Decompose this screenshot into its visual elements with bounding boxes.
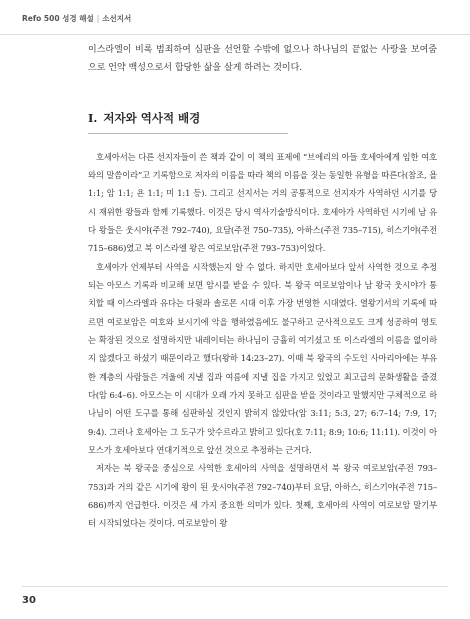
intro-paragraph: 이스라엘이 비록 범죄하여 심판을 선언할 수밖에 없으나 하나님의 끝없는 사랑을 보여줌으로 언약 백성으로서 합당한 삶을 살게 하려는 것이다. [88, 45, 437, 74]
footer-rule [22, 586, 448, 587]
running-header-text [22, 13, 131, 24]
page-content [88, 41, 437, 533]
section-title: 저자와 역사적 배경 [103, 110, 201, 125]
section-heading [88, 110, 437, 136]
body-paragraph: 호세아서는 다른 선지자들이 쓴 책과 같이 이 책의 표제에 “브에리의 아들 호세아에게 임한 여호와의 말씀이라”고 기록함으로 저자의 이름을 따라 책의 이름을 짓는 동일한 유형을 따른다(참조, 욜 1:1; 암 1:1; 욘 1:1; 미 1:1 등). 그리고 선지서는 거의 공통적으로 선지자가 사역하던 시기를 당시 재위한 왕들과 함께 기록했다. 이것은 당시 역사기술방식이다. 호세아가 사역하던 시기에 남 유다 왕들은 웃시야(주전 792–740), 요담(주전 750–735), 아하스(주전 735–715), 히스기야(주전 715–686)였고 북 이스라엘 왕은 여로보암(주전 793–753)이었다. [88, 151, 437, 254]
body-paragraph: 호세아가 언제부터 사역을 시작했는지 알 수 없다. 하지만 호세아보다 앞서 사역한 것으로 추정되는 아모스 기록과 비교해 보면 암시를 받을 수 있다. 북 왕국 여로보암이나 남 왕국 웃시야가 통치할 때 이스라엘과 유다는 다윗과 솔로몬 시대 이후 가장 번영한 시대였다. 열왕기서의 기록에 따르면 여로보암은 여호와 보시기에 악을 행하였음에도 불구하고 군사적으로도 크게 성공하여 영토는 확장된 것으로 설명하지만 내레이터는 하나님이 긍휼히 여기셨고 또 이스라엘의 이름을 없이하지 않겠다고 하셨기 때문이라고 했다(왕하 14:23–27). 이때 북 왕국의 수도인 사마리아에는 부유한 계층의 사람들은 겨울에 지낼 집과 여름에 지낼 집을 가지고 있었고 최고급의 문화생활을 즐겼다(암 6:4–6). 아모스는 이 시대가 오래 가지 못하고 심판을 받을 것이라고 말했지만 구체적으로 하나님이 어떤 도구를 통해 심판하실 것인지 밝히지 않았다(암 3:11; 5:3, 27; 6:7–14; 7:9, 17; 9:4). 그러나 호세아는 그 도구가 앗수르라고 밝히고 있다(호 7:11; 8:9; 10:6; 11:11). 이것이 아모스가 호세아보다 연대기적으로 앞선 것으로 추정하는 근거다. [88, 261, 438, 456]
section-number: I. [88, 110, 98, 125]
body-text [88, 148, 437, 533]
book-title: 소선지서 [102, 14, 132, 23]
page-footer [22, 586, 448, 606]
series-title: Refo 500 성경 해설 [22, 14, 94, 23]
page-number: 30 [22, 595, 36, 606]
header-divider: | [96, 14, 100, 23]
body-paragraph: 저자는 북 왕국을 중심으로 사역한 호세아의 사역을 설명하면서 북 왕국 여로보암(주전 793–753)과 거의 같은 시기에 왕이 된 웃시야(주전 792–740)부터 요담, 아하스, 히스기야(주전 715–686)까지 언급한다. 이것은 세 가지 중요한 의미가 있다. 첫째, 호세아의 사역이 여로보암 말기부터 시작되었다는 것이다. 여로보암이 왕 [88, 463, 437, 529]
running-header [0, 0, 470, 35]
